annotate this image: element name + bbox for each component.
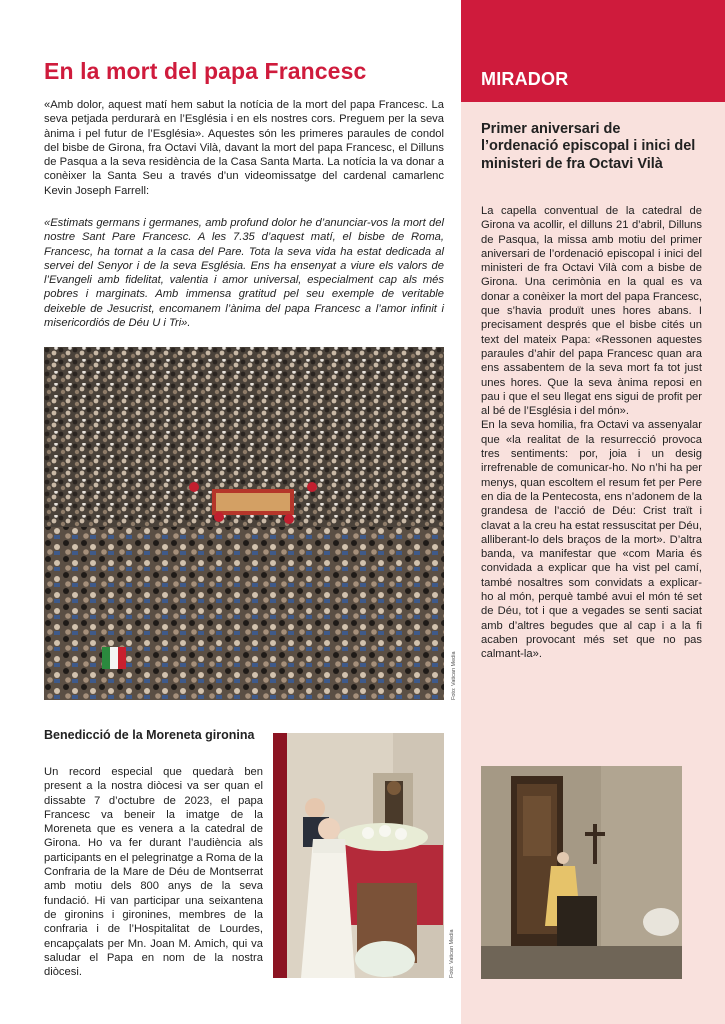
section-label: MIRADOR <box>481 69 569 89</box>
sidebar-title: Primer aniversari de l’ordenació episcopal i inici del ministeri de fra Octavi Vilà <box>481 121 696 172</box>
sidebar-paragraph: En la seva homilia, fra Octavi va assenyalar que «la realitat de la resurrecció provoca tres sentiments: por, joia i un desig irrefrenable de comunicar-ho. No n’hi ha per menys, quan escoltem el resum fet per Pere en dia de la Pentecosta, ens n’adonem de la grandesa de l’acció de Déu: Crist traït i clavat a la creu ha estat ressuscitat per Déu, alliberant-lo dels braços de la mort». D’altra banda, va manifestar que «com Maria és convidada a explicar que ha vist pel camí, també nosaltres som convidats a explicar-ho al món, perquè també avui el món té set de Déu, tot i que a vegades se senti saciat amb d’altres begudes que al cap i a la fi acaben provocant més set que no pas calmant-la». <box>481 419 702 661</box>
photo-credit: Foto: Vatican Media <box>451 651 457 700</box>
page-title: En la mort del papa Francesc <box>44 58 367 84</box>
sidebar <box>461 0 725 1024</box>
chapel-photo <box>481 766 682 979</box>
crowd-photo <box>44 347 444 700</box>
section-heading: Benedicció de la Moreneta gironina <box>44 728 255 742</box>
section-banner <box>461 0 725 102</box>
sidebar-body <box>481 204 702 662</box>
photo-credit: Foto: Vatican Media <box>449 929 455 978</box>
quote-paragraph: «Estimats germans i germanes, amb profund dolor he d’anunciar-vos la mort del nostre Sant Pare Francesc. A les 7.35 d’aquest matí, el bisbe de Roma, Francesc, ha tornat a la casa del Pare. Tota la seva vida ha estat dedicada al servei del Senyor i de la seva Església. Ens ha ensenyat a viure els valors de l’Evangeli amb fidelitat, valentia i amor universal, especialment cap als més pobres i marginats. Amb immensa gratitud pel seu exemple de veritable deixeble de Jesucrist, encomanem l’ànima del papa Francesc a l’amor infinit i misericordiós de Déu U i Tri». <box>44 217 444 330</box>
section-paragraph: Un record especial que quedarà ben present a la nostra diòcesi va ser quan el dissabte 7 d’octubre de 2023, el papa Francesc va beneir la imatge de la Moreneta que es venera a la catedral de Girona. Ho va fer durant l’audiència als participants en el pelegrinatge a Roma de la Confraria de la Mare de Déu de Montserrat amb motiu dels 800 anys de la seva fundació. Hi van participar una seixantena de gironins i gironines, membres de la confraria i de l’Hospitalitat de Lourdes, encapçalats per Mn. Joan M. Amich, qui va saludar el Papa en nom de la nostra diòcesi. <box>44 766 263 979</box>
pope-blessing-photo <box>273 733 444 978</box>
sidebar-paragraph: La capella conventual de la catedral de Girona va acollir, el dilluns 21 d’abril, Dilluns de Pasqua, la missa amb motiu del primer aniversari de l’ordenació episcopal i inici del ministeri de fra Octavi Vilà com a bisbe de Girona. Una cerimònia en la qual es va donar a conèixer la mort del papa Francesc, que s’havia produït unes hores abans. I precisament després que el bisbe cités un text del mateix Papa: «Ressonen aquestes paraules d’ahir del papa Francesc quan ara ens assabentem de la seva mort fa tot just unes hores. Que la seva ànima reposi en pau i que el seu llegat ens sigui de profit per al bé de l’Església i del món». <box>481 205 702 418</box>
lead-paragraph: «Amb dolor, aquest matí hem sabut la notícia de la mort del papa Francesc. La seva petjada perdurarà en l’Església i en els nostres cors. Preguem per la seva ànima i pel futur de l’Església». Aquestes són les primeres paraules de condol del bisbe de Girona, fra Octavi Vilà, davant la mort del papa Francesc, el Dilluns de Pasqua a la seva residència de la Casa Santa Marta. La notícia la va donar a conèixer la Santa Seu a través d’un videomissatge del cardenal camarlenc Kevin Joseph Farrell: <box>44 99 444 197</box>
